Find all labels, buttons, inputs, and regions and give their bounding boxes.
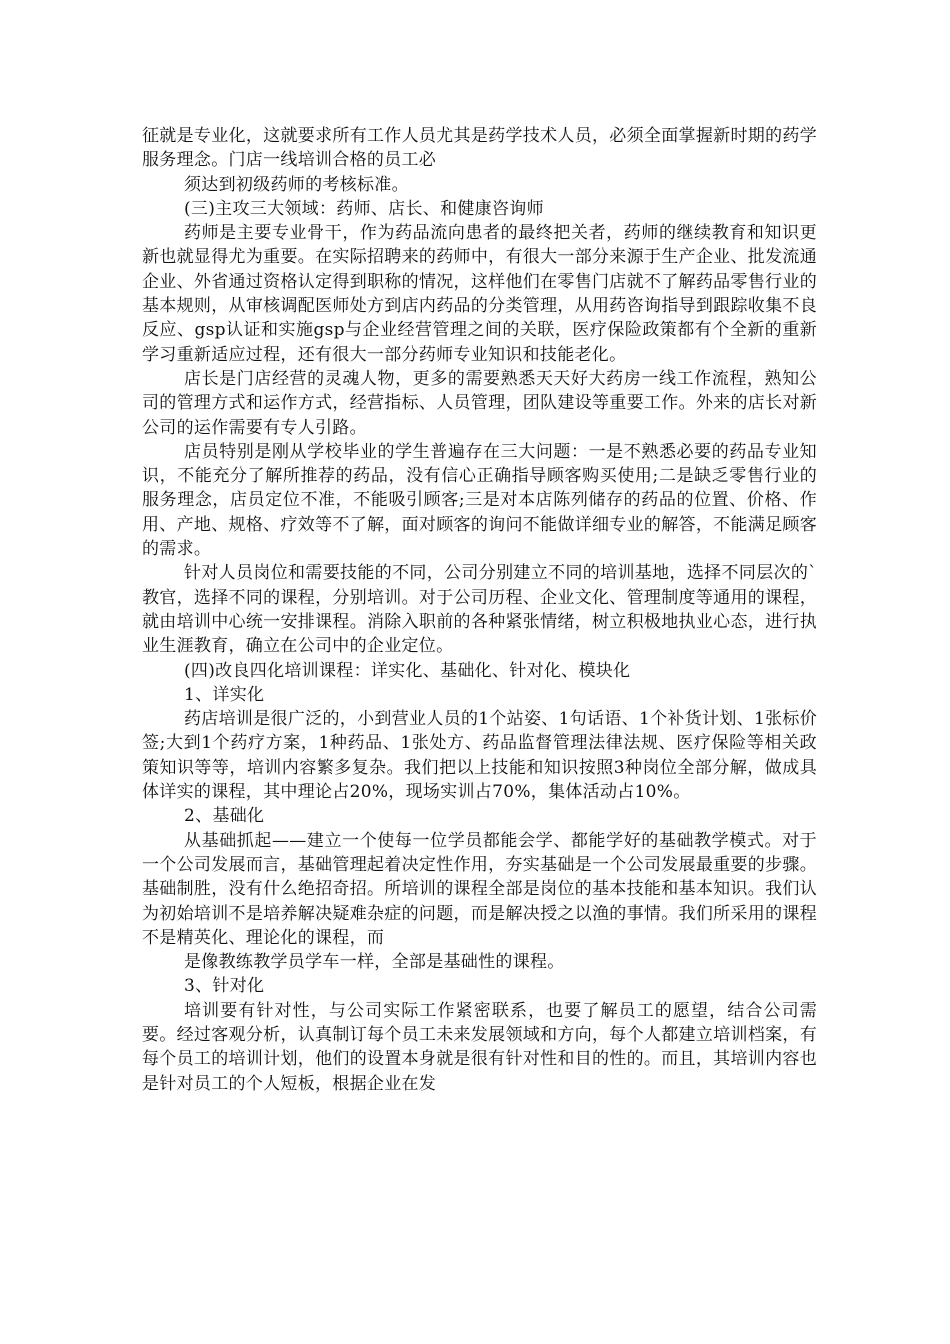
paragraph: 从基础抓起——建立一个使每一位学员都能会学、都能学好的基础教学模式。对于一个公司发展而言，基础管理起着决定性作用，夯实基础是一个公司发展最重要的步骤。基础制胜，没有什么绝招奇招。所培训的课程全部是岗位的基本技能和基本知识。我们认为初始培训不是培养解决疑难杂症的问题，而是解决授之以渔的事情。我们所采用的课程不是精英化、理论化的课程，而 (142, 830, 817, 948)
subsection-heading: 3、针对化 (184, 976, 265, 997)
paragraph: 针对人员岗位和需要技能的不同，公司分别建立不同的培训基地，选择不同层次的`教官，选择不同的课程，分别培训。对于公司历程、企业文化、管理制度等通用的课程，就由培训中心统一安排课程。消除入职前的各种紧张情绪，树立积极地执业心态，进行执业生涯教育，确立在公司中的企业定位。 (142, 563, 817, 657)
paragraph: 药师是主要专业骨干，作为药品流向患者的最终把关者，药师的继续教育和知识更新也就显得尤为重要。在实际招聘来的药师中，有很大一部分来源于生产企业、批发流通企业、外省通过资格认定得到职称的情况，这样他们在零售门店就不了解药品零售行业的基本规则，从审核调配医师处方到店内药品的分类管理，从用药咨询指导到跟踪收集不良反应、gsp认证和实施gsp与企业经营管理之间的关联，医疗保险政策都有个全新的重新学习重新适应过程，还有很大一部分药师专业知识和技能老化。 (142, 223, 817, 365)
subsection-heading: 2、基础化 (184, 806, 265, 827)
section-heading: (四)改良四化培训课程：详实化、基础化、针对化、模块化 (184, 660, 631, 681)
paragraph: 须达到初级药师的考核标准。 (184, 174, 409, 195)
document-body (142, 124, 817, 1096)
section-heading: (三)主攻三大领域：药师、店长、和健康咨询师 (184, 198, 544, 219)
subsection-heading: 1、详实化 (184, 684, 265, 705)
paragraph: 店长是门店经营的灵魂人物，更多的需要熟悉天天好大药房一线工作流程，熟知公司的管理方式和运作方式，经营指标、人员管理，团队建设等重要工作。外来的店长对新公司的运作需要有专人引路。 (142, 368, 817, 438)
paragraph: 培训要有针对性，与公司实际工作紧密联系，也要了解员工的愿望，结合公司需要。经过客观分析，认真制订每个员工未来发展领域和方向，每个人都建立培训档案，有每个员工的培训计划，他们的设置本身就是很有针对性和目的性的。而且，其培训内容也是针对员工的个人短板，根据企业在发 (142, 1000, 817, 1094)
paragraph: 药店培训是很广泛的，小到营业人员的1个站姿、1句话语、1个补货计划、1张标价签;大到1个药疗方案，1种药品、1张处方、药品监督管理法律法规、医疗保险等相关政策知识等等，培训内容繁多复杂。我们把以上技能和知识按照3种岗位全部分解，做成具体详实的课程，其中理论占20%，现场实训占70%，集体活动占10%。 (142, 709, 817, 803)
paragraph: 店员特别是刚从学校毕业的学生普遍存在三大问题：一是不熟悉必要的药品专业知识，不能充分了解所推荐的药品，没有信心正确指导顾客购买使用;二是缺乏零售行业的服务理念，店员定位不准，不能吸引顾客;三是对本店陈列储存的药品的位置、价格、作用、产地、规格、疗效等不了解，面对顾客的询问不能做详细专业的解答，不能满足顾客的需求。 (142, 441, 817, 560)
paragraph: 是像教练教学员学车一样，全部是基础性的课程。 (184, 952, 565, 973)
paragraph: 征就是专业化，这就要求所有工作人员尤其是药学技术人员，必须全面掌握新时期的药学服务理念。门店一线培训合格的员工必 (142, 126, 817, 171)
